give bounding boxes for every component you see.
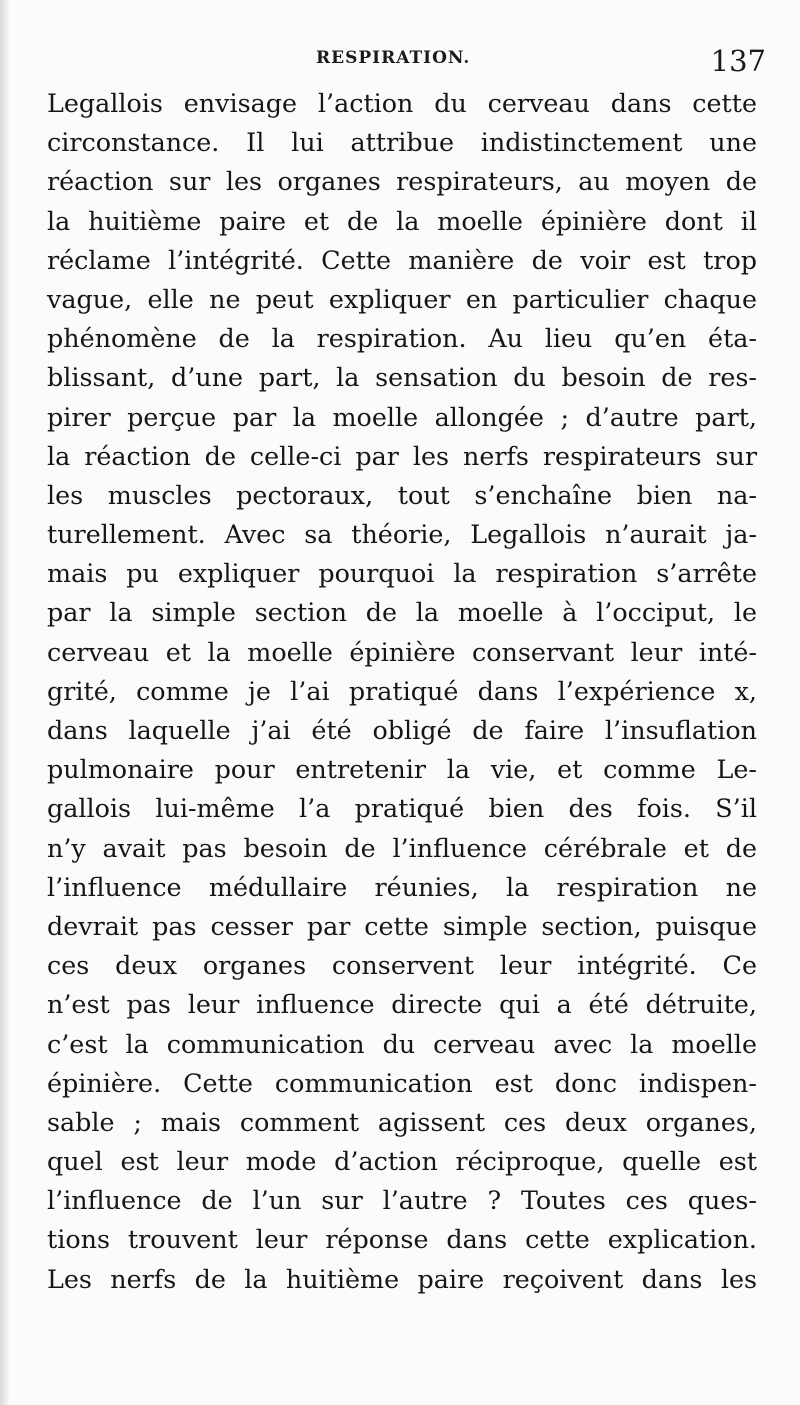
text-line: grité, comme je l’ai pratiqué dans l’expérience x, [47, 675, 757, 706]
text-line: Les nerfs de la huitième paire reçoivent dans les [47, 1263, 757, 1294]
text-line: n’est pas leur influence directe qui a été détruite, [47, 989, 757, 1020]
text-line: réaction sur les organes respirateurs, au moyen de [47, 166, 757, 197]
text-line: la huitième paire et de la moelle épinière dont il [47, 205, 757, 236]
text-line: vague, elle ne peut expliquer en particulier chaque [47, 283, 757, 314]
text-line: cerveau et la moelle épinière conservant leur inté- [47, 636, 757, 667]
text-line: l’influence médullaire réunies, la respiration ne [47, 871, 757, 902]
text-line: épinière. Cette communication est donc indispen- [47, 1067, 757, 1098]
text-line: l’influence de l’un sur l’autre ? Toutes ces ques- [47, 1185, 757, 1216]
page-number: 137 [710, 44, 766, 78]
text-line: circonstance. Il lui attribue indistinctement une [47, 127, 757, 158]
text-line: n’y avait pas besoin de l’influence cérébrale et de [47, 832, 757, 863]
text-line: réclame l’intégrité. Cette manière de voir est trop [47, 244, 757, 275]
text-line: c’est la communication du cerveau avec la moelle [47, 1028, 757, 1059]
text-line: mais pu expliquer pourquoi la respiration s’arrête [47, 558, 757, 589]
text-line: sable ; mais comment agissent ces deux organes, [47, 1106, 757, 1137]
text-line: dans laquelle j’ai été obligé de faire l’insuflation [47, 715, 757, 745]
text-line: turellement. Avec sa théorie, Legallois n’aurait ja- [47, 519, 757, 550]
text-line: quel est leur mode d’action réciproque, quelle est [47, 1146, 757, 1177]
text-line: ces deux organes conservent leur intégrité. Ce [47, 950, 757, 981]
body-text [47, 84, 757, 1299]
text-line: devrait pas cesser par cette simple section, puisque [47, 910, 757, 941]
page-header [0, 44, 800, 84]
text-line: tions trouvent leur réponse dans cette explication. [47, 1224, 757, 1255]
text-line: gallois lui-même l’a pratiqué bien des fois. S’il [47, 793, 757, 824]
text-line: les muscles pectoraux, tout s’enchaîne bien na- [47, 479, 757, 510]
text-line: blissant, d’une part, la sensation du besoin de res- [47, 362, 757, 393]
text-line: par la simple section de la moelle à l’occiput, le [47, 597, 757, 628]
text-line: pirer perçue par la moelle allongée ; d’autre part, [47, 401, 757, 432]
text-line: Legallois envisage l’action du cerveau dans cette [47, 88, 757, 118]
running-head: RESPIRATION. [316, 48, 471, 68]
page-edge-shadow [0, 0, 10, 1405]
text-line: la réaction de celle-ci par les nerfs respirateurs sur [47, 440, 757, 471]
text-line: phénomène de la respiration. Au lieu qu’en éta- [47, 323, 757, 354]
text-line: pulmonaire pour entretenir la vie, et comme Le- [47, 754, 757, 785]
